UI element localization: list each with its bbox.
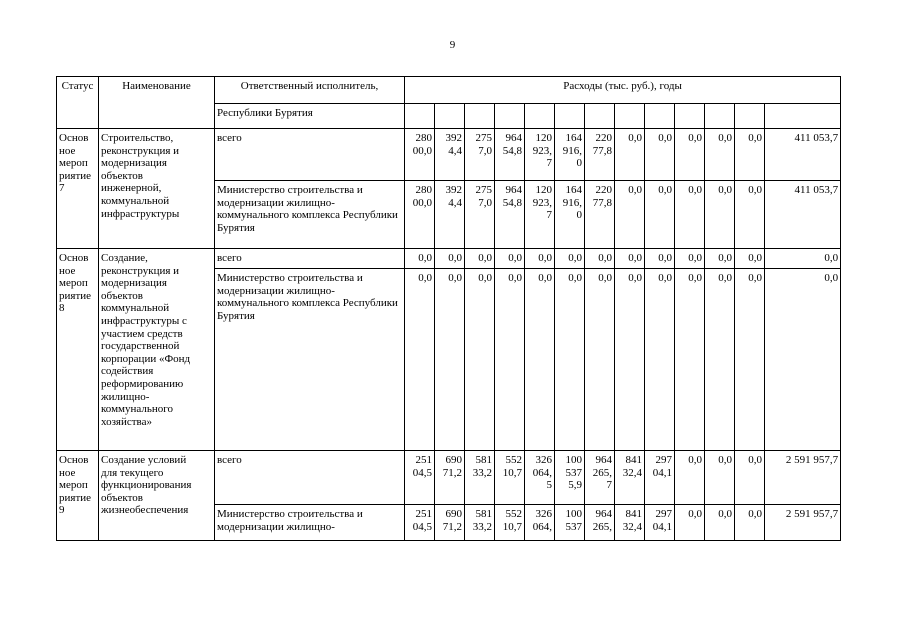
header-row: [57, 77, 841, 104]
value-cell: 120 923, 7: [525, 129, 555, 181]
value-cell: 0,0: [675, 181, 705, 249]
value-cell: 0,0: [735, 249, 765, 269]
value-cell: 841 32,4: [615, 505, 645, 541]
name-cell: Создание условий для текущего функционирования объектов жизнеобеспечения: [99, 451, 215, 541]
year-cell: [615, 104, 645, 129]
value-cell: 0,0: [705, 181, 735, 249]
value-cell: 0,0: [705, 129, 735, 181]
value-cell: 0,0: [405, 249, 435, 269]
value-cell: 0,0: [705, 451, 735, 505]
year-cell: [735, 104, 765, 129]
page-number: 9: [449, 39, 456, 51]
value-cell: 120 923, 7: [525, 181, 555, 249]
year-cell: [435, 104, 465, 129]
value-cell: 0,0: [675, 505, 705, 541]
executor-cell: всего: [215, 129, 405, 181]
value-cell: 0,0: [585, 269, 615, 451]
value-cell: 326 064, 5: [525, 451, 555, 505]
executor-cell: всего: [215, 249, 405, 269]
header-name: Наименование: [99, 77, 215, 129]
year-cell: [525, 104, 555, 129]
value-cell: 581 33,2: [465, 451, 495, 505]
total-cell: 411 053,7: [765, 129, 841, 181]
header-executor: Ответственный исполнитель,: [215, 77, 405, 104]
value-cell: 251 04,5: [405, 505, 435, 541]
total-cell: [765, 104, 841, 129]
value-cell: 0,0: [675, 451, 705, 505]
value-cell: 297 04,1: [645, 451, 675, 505]
value-cell: 0,0: [555, 249, 585, 269]
value-cell: 100 537 5,9: [555, 451, 585, 505]
value-cell: 0,0: [615, 181, 645, 249]
value-cell: 0,0: [465, 269, 495, 451]
value-cell: 392 4,4: [435, 181, 465, 249]
executor-cell: Министерство строительства и модернизации жилищно-коммунального комплекса Республики Бурятия: [215, 181, 405, 249]
value-cell: 0,0: [435, 249, 465, 269]
value-cell: 0,0: [495, 269, 525, 451]
year-cell: [675, 104, 705, 129]
year-cell: [465, 104, 495, 129]
total-cell: 411 053,7: [765, 181, 841, 249]
value-cell: 552 10,7: [495, 451, 525, 505]
value-cell: 275 7,0: [465, 181, 495, 249]
header-status: Статус: [57, 77, 99, 129]
value-cell: 251 04,5: [405, 451, 435, 505]
value-cell: 220 77,8: [585, 181, 615, 249]
value-cell: 964 265,: [585, 505, 615, 541]
value-cell: 220 77,8: [585, 129, 615, 181]
value-cell: 280 00,0: [405, 129, 435, 181]
value-cell: 0,0: [645, 129, 675, 181]
value-cell: 690 71,2: [435, 505, 465, 541]
value-cell: 275 7,0: [465, 129, 495, 181]
value-cell: 0,0: [525, 269, 555, 451]
value-cell: 581 33,2: [465, 505, 495, 541]
value-cell: 0,0: [645, 269, 675, 451]
status-cell: Основ ное мероп риятие 8: [57, 249, 99, 451]
value-cell: 280 00,0: [405, 181, 435, 249]
value-cell: 964 54,8: [495, 129, 525, 181]
table-row: [57, 249, 841, 269]
value-cell: 0,0: [735, 129, 765, 181]
value-cell: 100 537: [555, 505, 585, 541]
year-cell: [585, 104, 615, 129]
table-row: [57, 129, 841, 181]
header-expenses: Расходы (тыс. руб.), годы: [405, 77, 841, 104]
year-cell: [705, 104, 735, 129]
value-cell: 0,0: [585, 249, 615, 269]
header-executor-cont: Республики Бурятия: [215, 104, 405, 129]
value-cell: 0,0: [705, 269, 735, 451]
value-cell: 0,0: [495, 249, 525, 269]
value-cell: 0,0: [525, 249, 555, 269]
value-cell: 0,0: [645, 181, 675, 249]
value-cell: 0,0: [675, 249, 705, 269]
value-cell: 0,0: [645, 249, 675, 269]
value-cell: 0,0: [615, 129, 645, 181]
table-row: [57, 451, 841, 505]
value-cell: 690 71,2: [435, 451, 465, 505]
status-cell: Основ ное мероп риятие 7: [57, 129, 99, 249]
expenses-table: [56, 76, 841, 541]
status-cell: Основ ное мероп риятие 9: [57, 451, 99, 541]
total-cell: 0,0: [765, 249, 841, 269]
value-cell: 0,0: [465, 249, 495, 269]
value-cell: 326 064,: [525, 505, 555, 541]
value-cell: 0,0: [615, 269, 645, 451]
value-cell: 0,0: [735, 505, 765, 541]
total-cell: 0,0: [765, 269, 841, 451]
name-cell: Создание, реконструкция и модернизация объектов коммунальной инфраструктуры с участием средств государственной корпорации «Фонд содействия реформированию жилищно- коммунального хозяйства»: [99, 249, 215, 451]
value-cell: 0,0: [675, 129, 705, 181]
value-cell: 0,0: [705, 249, 735, 269]
total-cell: 2 591 957,7: [765, 505, 841, 541]
value-cell: 0,0: [405, 269, 435, 451]
value-cell: 964 265, 7: [585, 451, 615, 505]
year-cell: [405, 104, 435, 129]
value-cell: 0,0: [435, 269, 465, 451]
value-cell: 0,0: [555, 269, 585, 451]
value-cell: 0,0: [675, 269, 705, 451]
value-cell: 297 04,1: [645, 505, 675, 541]
value-cell: 0,0: [735, 269, 765, 451]
year-cell: [495, 104, 525, 129]
value-cell: 964 54,8: [495, 181, 525, 249]
value-cell: 0,0: [615, 249, 645, 269]
value-cell: 164 916, 0: [555, 129, 585, 181]
value-cell: 0,0: [735, 451, 765, 505]
value-cell: 0,0: [735, 181, 765, 249]
value-cell: 841 32,4: [615, 451, 645, 505]
name-cell: Строительство, реконструкция и модернизация объектов инженерной, коммунальной инфраструктуры: [99, 129, 215, 249]
executor-cell: Министерство строительства и модернизации жилищно-коммунального комплекса Республики Бурятия: [215, 269, 405, 451]
value-cell: 164 916, 0: [555, 181, 585, 249]
value-cell: 392 4,4: [435, 129, 465, 181]
year-cell: [555, 104, 585, 129]
year-cell: [645, 104, 675, 129]
executor-cell: всего: [215, 451, 405, 505]
value-cell: 0,0: [705, 505, 735, 541]
executor-cell: Министерство строительства и модернизации жилищно-: [215, 505, 405, 541]
value-cell: 552 10,7: [495, 505, 525, 541]
total-cell: 2 591 957,7: [765, 451, 841, 505]
